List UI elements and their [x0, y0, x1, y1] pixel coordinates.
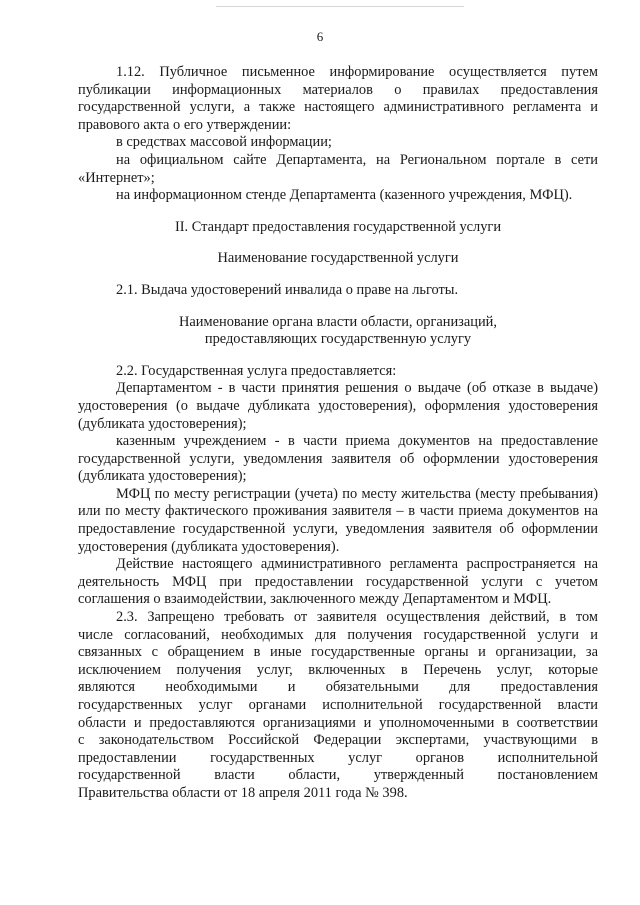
paragraph-2-3-line: числе согласований, необходимых для получения государственной услуги и	[78, 626, 598, 643]
paragraph-2-3-line: области и предоставляются организациями и уполномоченными в соответствии	[78, 714, 598, 731]
heading-service-name: Наименование государственной услуги	[217, 250, 459, 267]
heading-authority-line-1: Наименование органа власти области, организаций,	[179, 313, 497, 330]
paragraph-2-3-line: государственных услуг органами исполнительной государственной власти	[78, 697, 598, 713]
list-item-website: на официальном сайте Департамента, на Региональном портале в сети «Интернет»;	[78, 151, 598, 186]
paragraph-2-3	[78, 609, 598, 803]
paragraph-2-3-line: 2.3. Запрещено требовать от заявителя осуществления действий, в том	[116, 609, 598, 626]
paragraph-2-2-institution: казенным учреждением - в части приема документов на предоставление государственной услуги, уведомления заявителя об оформлении удостоверения (дубликата удостоверения);	[78, 433, 598, 485]
document-body	[78, 64, 598, 803]
paragraph-2-1: 2.1. Выдача удостоверений инвалида о праве на льготы.	[116, 281, 459, 298]
paragraph-2-2: 2.2. Государственная услуга предоставляется:	[116, 362, 397, 379]
section-title: II. Стандарт предоставления государственной услуги	[174, 218, 502, 235]
list-item-media: в средствах массовой информации;	[116, 134, 332, 151]
page-number: 6	[316, 29, 324, 44]
paragraph-2-2-mfc: МФЦ по месту регистрации (учета) по месту жительства (месту пребывания) или по месту фактического проживания заявителя – в части приема документов на предоставление государственной услуги, уведомления заявителя об оформлении удостоверения (дубликата удостоверения).	[78, 485, 598, 555]
scan-top-edge	[216, 6, 464, 7]
paragraph-2-3-line: исключением получения услуг, включенных в Перечень услуг, которые	[78, 661, 598, 678]
paragraph-2-2-effect: Действие настоящего административного регламента распространяется на деятельность МФЦ при предоставлении государственной услуги с учетом соглашения о взаимодействии, заключенного между Департаментом и МФЦ.	[78, 556, 598, 608]
paragraph-2-3-line: с законодательством Российской Федерации экспертами, участвующими в	[78, 732, 598, 749]
paragraph-1-12: 1.12. Публичное письменное информирование осуществляется путем публикации информационных материалов о правилах предоставления государственной услуги, а также настоящего административного регламента и правового акта о его утверждении:	[78, 64, 598, 133]
paragraph-2-3-line: являются необходимыми и обязательными для предоставления	[78, 679, 598, 696]
paragraph-2-3-line: связанных с обращением в иные государственные органы и организации, за	[78, 644, 598, 661]
list-item-stand: на информационном стенде Департамента (казенного учреждения, МФЦ).	[116, 187, 573, 204]
paragraph-2-2-department: Департаментом - в части принятия решения о выдаче (об отказе в выдаче) удостоверения (о выдаче дубликата удостоверения), оформления удостоверения (дубликата удостоверения);	[78, 380, 598, 432]
paragraph-2-3-line: государственной власти области, утвержденный постановлением	[78, 767, 598, 784]
heading-authority-line-2: предоставляющих государственную услугу	[204, 331, 472, 348]
paragraph-2-3-line: предоставлении государственных услуг органов исполнительной	[78, 749, 598, 766]
paragraph-2-3-line: Правительства области от 18 апреля 2011 года № 398.	[78, 784, 408, 801]
